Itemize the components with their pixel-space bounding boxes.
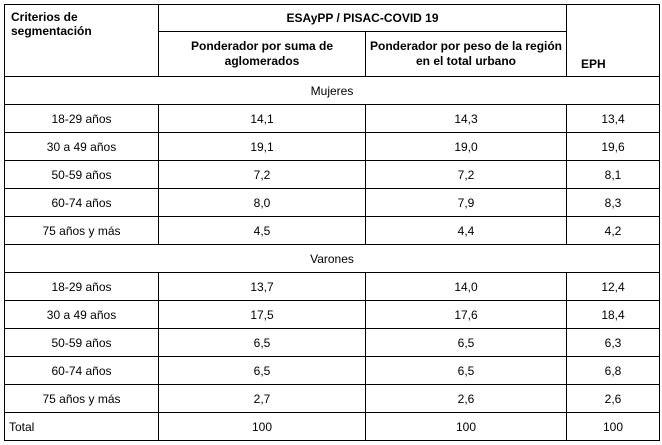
row-label: 60-74 años xyxy=(5,357,159,385)
criteria-header: Criterios de segmentación xyxy=(5,5,159,77)
cell-sum: 17,5 xyxy=(159,301,366,329)
table-row xyxy=(5,301,660,329)
row-label: 75 años y más xyxy=(5,217,159,245)
cell-sum: 4,5 xyxy=(159,217,366,245)
cell-weight: 17,6 xyxy=(366,301,567,329)
cell-weight: 14,0 xyxy=(366,273,567,301)
cell-weight: 6,5 xyxy=(366,357,567,385)
table-row xyxy=(5,217,660,245)
table-row xyxy=(5,329,660,357)
cell-eph: 19,6 xyxy=(567,133,660,161)
row-label: 60-74 años xyxy=(5,189,159,217)
row-label: 30 a 49 años xyxy=(5,133,159,161)
cell-eph: 4,2 xyxy=(567,217,660,245)
sum-weight-header: Ponderador por suma de aglomerados xyxy=(159,32,366,77)
row-label: 75 años y más xyxy=(5,385,159,413)
cell-eph: 8,3 xyxy=(567,189,660,217)
row-label: 50-59 años xyxy=(5,161,159,189)
group-header: ESAyPP / PISAC-COVID 19 xyxy=(159,5,567,32)
cell-weight: 14,3 xyxy=(366,105,567,133)
total-label: Total xyxy=(5,413,159,441)
cell-weight: 19,0 xyxy=(366,133,567,161)
cell-weight: 7,9 xyxy=(366,189,567,217)
table-row xyxy=(5,385,660,413)
table-row xyxy=(5,105,660,133)
total-row xyxy=(5,413,660,441)
section-title-women: Mujeres xyxy=(5,77,660,105)
cell-sum: 13,7 xyxy=(159,273,366,301)
row-label: 18-29 años xyxy=(5,273,159,301)
cell-eph: 2,6 xyxy=(567,385,660,413)
cell-sum: 6,5 xyxy=(159,357,366,385)
cell-weight: 7,2 xyxy=(366,161,567,189)
cell-sum: 19,1 xyxy=(159,133,366,161)
row-label: 30 a 49 años xyxy=(5,301,159,329)
cell-weight: 2,6 xyxy=(366,385,567,413)
total-eph: 100 xyxy=(567,413,660,441)
cell-eph: 13,4 xyxy=(567,105,660,133)
cell-eph: 6,3 xyxy=(567,329,660,357)
region-weight-header: Ponderador por peso de la región en el total urbano xyxy=(366,32,567,77)
row-label: 50-59 años xyxy=(5,329,159,357)
cell-eph: 18,4 xyxy=(567,301,660,329)
cell-sum: 2,7 xyxy=(159,385,366,413)
cell-sum: 6,5 xyxy=(159,329,366,357)
total-sum: 100 xyxy=(159,413,366,441)
cell-sum: 14,1 xyxy=(159,105,366,133)
segmentation-table xyxy=(4,4,660,441)
cell-eph: 8,1 xyxy=(567,161,660,189)
cell-sum: 8,0 xyxy=(159,189,366,217)
cell-weight: 4,4 xyxy=(366,217,567,245)
cell-weight: 6,5 xyxy=(366,329,567,357)
table-row xyxy=(5,273,660,301)
table-row xyxy=(5,189,660,217)
cell-eph: 12,4 xyxy=(567,273,660,301)
row-label: 18-29 años xyxy=(5,105,159,133)
cell-eph: 6,8 xyxy=(567,357,660,385)
table-row xyxy=(5,133,660,161)
section-title-men: Varones xyxy=(5,245,660,273)
table-row xyxy=(5,161,660,189)
table-row xyxy=(5,357,660,385)
cell-sum: 7,2 xyxy=(159,161,366,189)
eph-header: EPH xyxy=(567,5,660,77)
total-weight: 100 xyxy=(366,413,567,441)
